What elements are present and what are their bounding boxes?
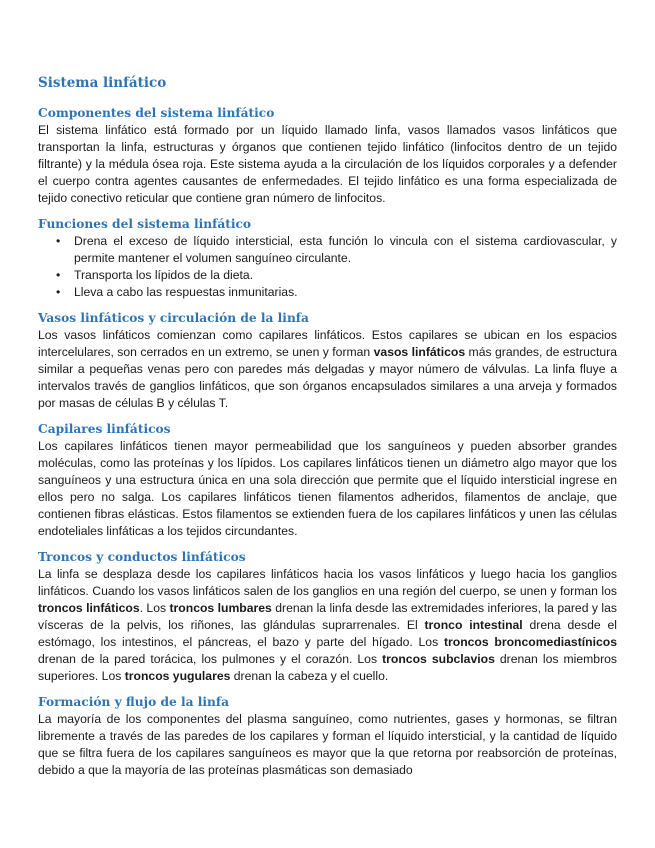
text-run: drenan la cabeza y el cuello. <box>230 669 389 683</box>
section-heading: Capilares linfáticos <box>38 422 171 436</box>
section-paragraph <box>38 327 617 412</box>
bold-term: vasos linfáticos <box>373 345 466 359</box>
section-heading: Funciones del sistema linfático <box>38 217 252 231</box>
section-capilares <box>38 421 617 540</box>
list-item: • Drena el exceso de líquido intersticial, esta función lo vincula con el sistema cardiovascular, y permite mantener el volumen sanguíneo circulante. <box>74 233 617 267</box>
section-paragraph: Los capilares linfáticos tienen mayor permeabilidad que los sanguíneos y pueden absorber grandes moléculas, como las proteínas y los lípidos. Los capilares linfáticos tienen un diámetro algo mayor que los sanguíneos y una estructura única en una sola dirección que permite que el líquido intersticial ingrese en ellos pero no salga. Los capilares linfáticos tienen filamentos adheridos, filamentos de anclaje, que contienen fibras elásticas. Estos filamentos se extienden fuera de los capilares linfáticos y unen las células endoteliales linfáticas a los tejidos circundantes. <box>38 439 617 538</box>
text-run: drenan de la pared torácica, los pulmones y el corazón. Los <box>38 652 383 666</box>
text-run: drenan los miembros superiores. Los <box>38 652 618 683</box>
section-funciones <box>38 216 617 301</box>
section-troncos <box>38 549 617 685</box>
page-title: Sistema linfático <box>38 75 167 91</box>
bold-term: troncos lumbares <box>169 601 272 615</box>
text-run: . Los <box>139 601 170 615</box>
section-paragraph <box>38 566 617 685</box>
section-paragraph: La mayoría de los componentes del plasma sanguíneo, como nutrientes, gases y hormonas, se filtran libremente a través de las paredes de los capilares y forman el líquido intersticial, y la cantidad de líquido que se filtra fuera de los capilares sanguíneos es mayor que la que retorna por reabsorción de proteínas, debido a que la mayoría de las proteínas plasmáticas son demasiado <box>38 712 617 777</box>
section-paragraph: El sistema linfático está formado por un líquido llamado linfa, vasos llamados vasos linfáticos que transportan la linfa, estructuras y órganos que contienen tejido linfático (linfocitos dentro de un tejido filtrante) y la médula ósea roja. Este sistema ayuda a la circulación de los líquidos corporales y a defender el cuerpo contra agentes causantes de enfermedades. El tejido linfático es una forma especializada de tejido conectivo reticular que contiene gran número de linfocitos. <box>38 123 617 205</box>
bold-term: troncos linfáticos <box>38 601 140 615</box>
section-heading: Componentes del sistema linfático <box>38 106 275 120</box>
text-run: La linfa se desplaza desde los capilares linfáticos hacia los vasos linfáticos y luego hacia los ganglios linfáticos. Cuando los vasos linfáticos salen de los ganglios en una región del cuerpo, se unen y forman los <box>38 567 617 598</box>
text-run: más grandes, de estructura similar a pequeñas venas pero con paredes más delgadas y mayor número de válvulas. La linfa fluye a intervalos través de ganglios linfáticos, que son órganos encapsulados similares a una arveja y formados por masas de células B y células T. <box>38 345 617 410</box>
bold-term: troncos broncomediastínicos <box>443 635 617 649</box>
section-heading: Vasos linfáticos y circulación de la linfa <box>38 311 309 325</box>
text-run: drena desde el estómago, los intestinos, el páncreas, el bazo y parte del hígado. Los <box>38 618 617 649</box>
section-heading: Formación y flujo de la linfa <box>38 695 229 709</box>
section-heading: Troncos y conductos linfáticos <box>38 550 246 564</box>
section-vasos <box>38 310 617 412</box>
bold-term: troncos subclavios <box>382 652 495 666</box>
section-componentes <box>38 105 617 207</box>
bold-term: troncos yugulares <box>124 669 231 683</box>
section-formacion <box>38 694 617 779</box>
document-page <box>38 74 617 779</box>
text-run: Los vasos linfáticos comienzan como capilares linfáticos. Estos capilares se ubican en los espacios intercelulares, son cerrados en un extremo, se unen y forman <box>38 328 617 359</box>
bold-term: tronco intestinal <box>424 618 523 632</box>
list-item: • Lleva a cabo las respuestas inmunitarias. <box>74 284 617 301</box>
bullet-list <box>38 233 617 301</box>
text-run: drenan la linfa desde las extremidades inferiores, la pared y las vísceras de la pelvis, los riñones, las glándulas suprarrenales. El <box>38 601 618 632</box>
list-item: • Transporta los lípidos de la dieta. <box>74 267 617 284</box>
